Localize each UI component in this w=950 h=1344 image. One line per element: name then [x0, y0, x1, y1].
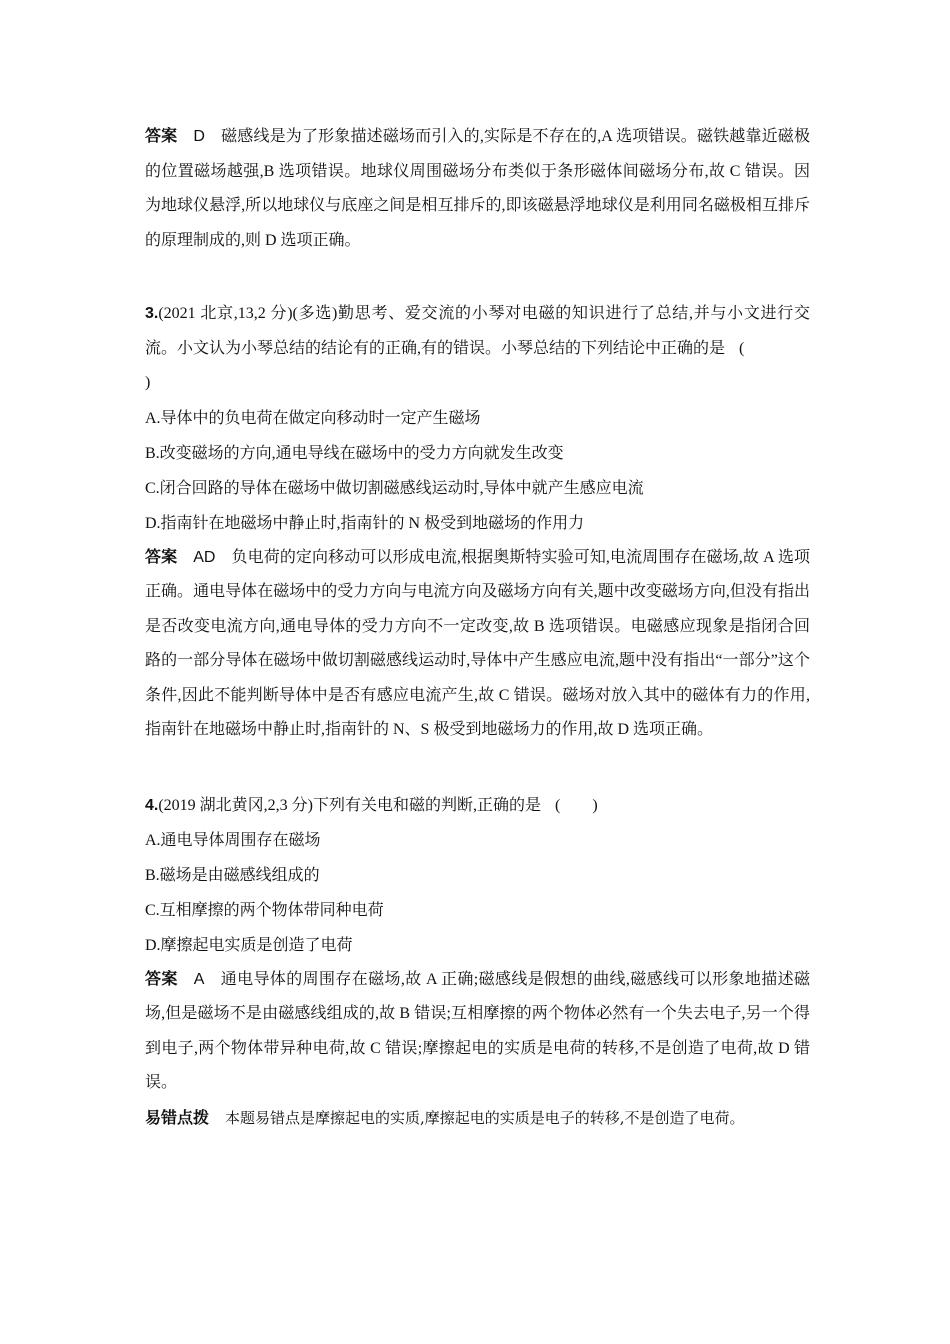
question-stem-text: (2021 北京,13,2 分)(多选)勤思考、爱交流的小琴对电磁的知识进行了总结,并与小文进行交流。小文认为小琴总结的结论有的正确,有的错误。小琴总结的下列结论中正确的是 — [145, 305, 810, 357]
error-tip — [145, 1101, 810, 1136]
question-number: 3. — [145, 305, 159, 322]
question-3-option-b: B.改变磁场的方向,通电导线在磁场中的受力方向就发生改变 — [145, 444, 564, 462]
question-3-option-d: D.指南针在地磁场中静止时,指南针的 N 极受到地磁场的作用力 — [145, 514, 585, 532]
question-4-option-c: C.互相摩擦的两个物体带同种电荷 — [145, 901, 384, 919]
answer-letter: A — [193, 970, 205, 988]
question-3-answer — [145, 541, 810, 748]
error-tip-label: 易错点拨 — [145, 1109, 210, 1127]
question-stem-text: (2019 湖北黄冈,2,3 分)下列有关电和磁的判断,正确的是 — [158, 796, 542, 814]
error-tip-text: 本题易错点是摩擦起电的实质,摩擦起电的实质是电子的转移,不是创造了电荷。 — [225, 1108, 745, 1127]
question-4-option-b: B.磁场是由磁感线组成的 — [145, 866, 320, 884]
question-3-stem — [145, 297, 810, 401]
question-3-option-a: A.导体中的负电荷在做定向移动时一定产生磁场 — [145, 409, 481, 427]
answer-explanation: 通电导体的周围存在磁场,故 A 正确;磁感线是假想的曲线,磁感线可以形象地描述磁场,但是磁场不是由磁感线组成的,故 B 错误;互相摩擦的两个物体必然有一个失去电子,另一个得到电子,两个物体带异种电荷,故 C 错误;摩擦起电的实质是电荷的转移,不是创造了电荷,故 D 错误。 — [145, 970, 810, 1091]
answer-block-previous — [145, 120, 810, 258]
answer-explanation: 负电荷的定向移动可以形成电流,根据奥斯特实验可知,电流周围存在磁场,故 A 选项正确。通电导体在磁场中的受力方向与电流方向及磁场方向有关,题中改变磁场方向,但没有指出是否改变电流方向,通电导体的受力方向不一定改变,故 B 选项错误。电磁感应现象是指闭合回路的一部分导体在磁场中做切割磁感线运动时,导体中产生感应电流,题中没有指出“一部分”这个条件,因此不能判断导体中是否有感应电流产生,故 C 错误。磁场对放入其中的磁体有力的作用,指南针在地磁场中静止时,指南针的 N、S 极受到地磁场力的作用,故 D 选项正确。 — [145, 548, 810, 738]
question-4-option-a: A.通电导体周围存在磁场 — [145, 831, 321, 849]
question-4-option-d: D.摩擦起电实质是创造了电荷 — [145, 936, 353, 954]
answer-letter: D — [193, 128, 205, 145]
answer-paren-open: ( — [739, 339, 745, 357]
answer-label: 答案 — [145, 128, 178, 145]
answer-label: 答案 — [145, 548, 178, 566]
question-3-option-c: C.闭合回路的导体在磁场中做切割磁感线运动时,导体中就产生感应电流 — [145, 479, 644, 497]
answer-letter: AD — [193, 548, 216, 566]
answer-paren: ( ) — [555, 796, 598, 814]
answer-label: 答案 — [145, 970, 178, 988]
document-page — [145, 120, 810, 1136]
answer-explanation: 磁感线是为了形象描述磁场而引入的,实际是不存在的,A 选项错误。磁铁越靠近磁极的位置磁场越强,B 选项错误。地球仪周围磁场分布类似于条形磁体间磁场分布,故 C 错误。因为地球仪悬浮,所以地球仪与底座之间是相互排斥的,即该磁悬浮地球仪是利用同名磁极相互排斥的原理制成的,则 D 选项正确。 — [145, 128, 810, 249]
question-number: 4. — [145, 796, 159, 814]
question-4-answer — [145, 963, 810, 1101]
question-4-stem — [145, 788, 810, 823]
answer-paren-close: ) — [145, 374, 151, 391]
